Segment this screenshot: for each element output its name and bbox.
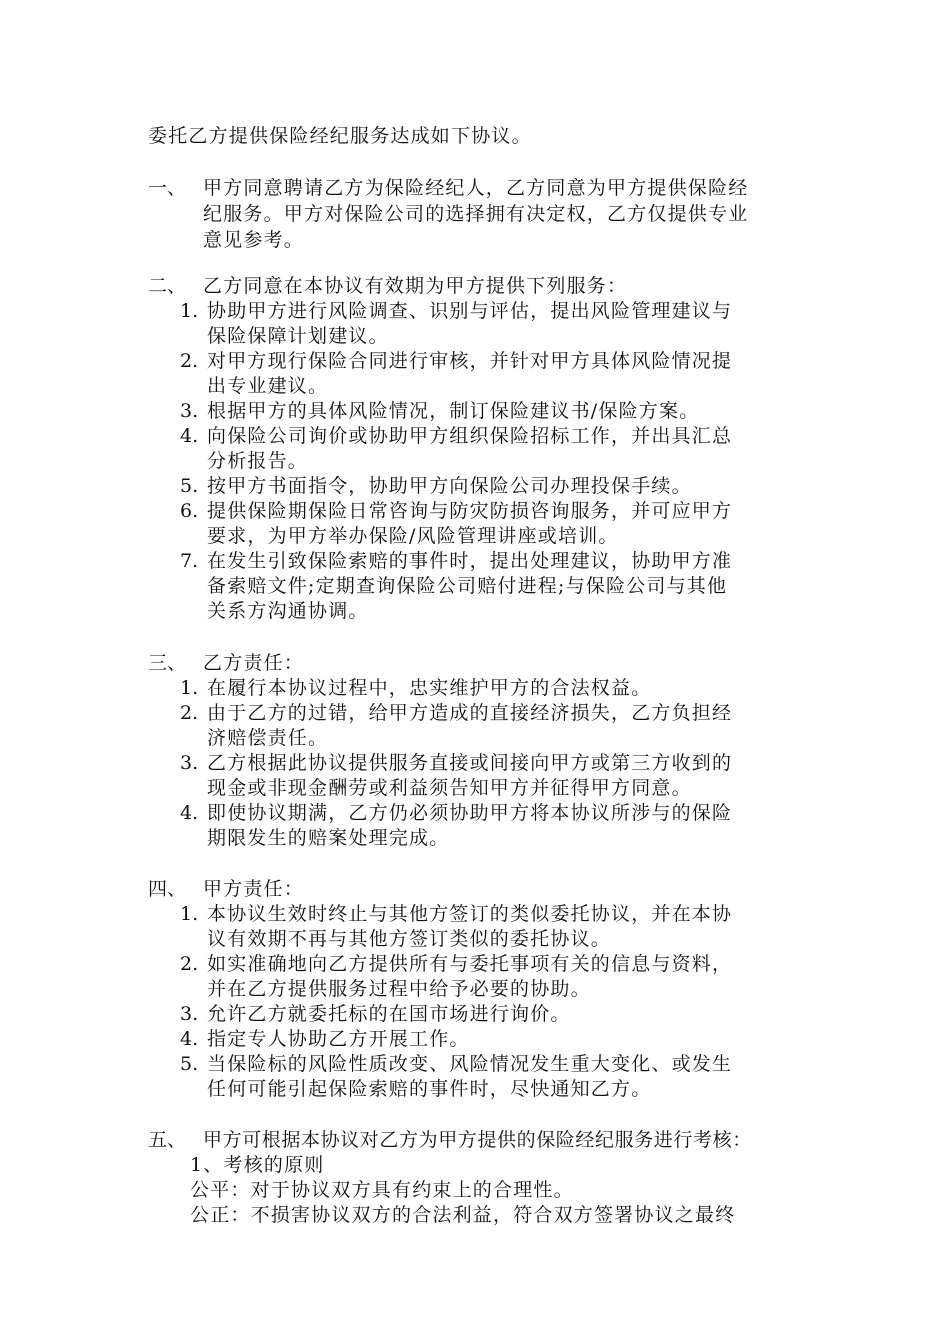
section-2-item-number: 5. xyxy=(180,475,199,497)
section-1-number: 一、 xyxy=(148,177,187,199)
section-2-item-line: 根据甲方的具体风险情况，制订保险建议书/保险方案。 xyxy=(207,400,700,422)
section-3-item-line: 期限发生的赔案处理完成。 xyxy=(207,827,450,849)
section-5-subheading: 1、考核的原则 xyxy=(190,1154,325,1176)
section-2-item-line: 备索赔文件;定期查询保险公司赔付进程;与保险公司与其他 xyxy=(207,575,728,597)
section-2-number: 二、 xyxy=(148,275,187,297)
section-5-line: 公正：不损害协议双方的合法利益，符合双方签署协议之最终 xyxy=(190,1204,736,1226)
section-2-item-line: 协助甲方进行风险调查、识别与评估，提出风险管理建议与 xyxy=(207,300,733,322)
section-4-item-number: 2. xyxy=(180,953,199,975)
section-2-item-line: 向保险公司询价或协助甲方组织保险招标工作，并出具汇总 xyxy=(207,425,733,447)
section-2-item-line: 对甲方现行保险合同进行审核，并针对甲方具体风险情况提 xyxy=(207,350,733,372)
section-5-line: 公平：对于协议双方具有约束上的合理性。 xyxy=(190,1179,574,1201)
section-4-number: 四、 xyxy=(148,878,187,900)
section-3-item-line: 现金或非现金酬劳或利益须告知甲方并征得甲方同意。 xyxy=(207,777,692,799)
section-3-item-line: 即使协议期满，乙方仍必须协助甲方将本协议所涉与的保险 xyxy=(207,802,733,824)
section-2-item-number: 4. xyxy=(180,425,199,447)
section-2-item-number: 3. xyxy=(180,400,199,422)
section-3-title: 乙方责任： xyxy=(203,652,305,674)
section-4-item-line: 如实准确地向乙方提供所有与委托事项有关的信息与资料， xyxy=(207,953,733,975)
section-2-item-line: 提供保险期保险日常咨询与防灾防损咨询服务，并可应甲方 xyxy=(207,500,733,522)
section-4-item-line: 任何可能引起保险索赔的事件时，尽快通知乙方。 xyxy=(207,1078,652,1100)
section-3-item-line: 乙方根据此协议提供服务直接或间接向甲方或第三方收到的 xyxy=(207,752,733,774)
section-4-item-line: 允许乙方就委托标的在国市场进行询价。 xyxy=(207,1003,571,1025)
section-2-item-line: 分析报告。 xyxy=(207,450,309,472)
section-3-item-line: 在履行本协议过程中，忠实维护甲方的合法权益。 xyxy=(207,677,652,699)
section-4-item-line: 当保险标的风险性质改变、风险情况发生重大变化、或发生 xyxy=(207,1053,733,1075)
section-4-item-line: 指定专人协助乙方开展工作。 xyxy=(207,1028,470,1050)
section-2-item-line: 要求，为甲方举办保险/风险管理讲座或培训。 xyxy=(207,525,619,547)
section-4-item-line: 议有效期不再与其他方签订类似的委托协议。 xyxy=(207,928,612,950)
intro-paragraph: 委托乙方提供保险经纪服务达成如下协议。 xyxy=(148,125,532,147)
section-2-item-line: 按甲方书面指令，协助甲方向保险公司办理投保手续。 xyxy=(207,475,692,497)
section-3-item-line: 济赔偿责任。 xyxy=(207,727,329,749)
section-2-item-line: 保险保障计划建议。 xyxy=(207,325,389,347)
section-3-item-number: 1. xyxy=(180,677,199,699)
section-4-title: 甲方责任： xyxy=(203,878,305,900)
section-2-item-number: 1. xyxy=(180,300,199,322)
section-3-number: 三、 xyxy=(148,652,187,674)
section-2-title: 乙方同意在本协议有效期为甲方提供下列服务： xyxy=(203,275,628,297)
section-3-item-line: 由于乙方的过错，给甲方造成的直接经济损失，乙方负担经 xyxy=(207,702,733,724)
section-3-item-number: 4. xyxy=(180,802,199,824)
section-1-line: 甲方同意聘请乙方为保险经纪人，乙方同意为甲方提供保险经 xyxy=(203,177,749,199)
section-1-line: 意见参考。 xyxy=(203,229,305,251)
section-3-item-number: 3. xyxy=(180,752,199,774)
section-3-item-number: 2. xyxy=(180,702,199,724)
section-5-number: 五、 xyxy=(148,1129,187,1151)
section-2-item-line: 出专业建议。 xyxy=(207,375,329,397)
section-2-item-number: 6. xyxy=(180,500,199,522)
section-4-item-line: 本协议生效时终止与其他方签订的类似委托协议，并在本协 xyxy=(207,903,733,925)
section-4-item-line: 并在乙方提供服务过程中给予必要的协助。 xyxy=(207,978,591,1000)
section-4-item-number: 1. xyxy=(180,903,199,925)
section-4-item-number: 3. xyxy=(180,1003,199,1025)
section-2-item-line: 关系方沟通协调。 xyxy=(207,600,369,622)
section-2-item-number: 7. xyxy=(180,550,199,572)
section-4-item-number: 5. xyxy=(180,1053,199,1075)
section-5-title: 甲方可根据本协议对乙方为甲方提供的保险经纪服务进行考核： xyxy=(203,1129,752,1151)
section-2-item-number: 2. xyxy=(180,350,199,372)
section-2-item-line: 在发生引致保险索赔的事件时，提出处理建议，协助甲方准 xyxy=(207,550,733,572)
section-4-item-number: 4. xyxy=(180,1028,199,1050)
section-1-line: 纪服务。甲方对保险公司的选择拥有决定权，乙方仅提供专业 xyxy=(203,203,749,225)
